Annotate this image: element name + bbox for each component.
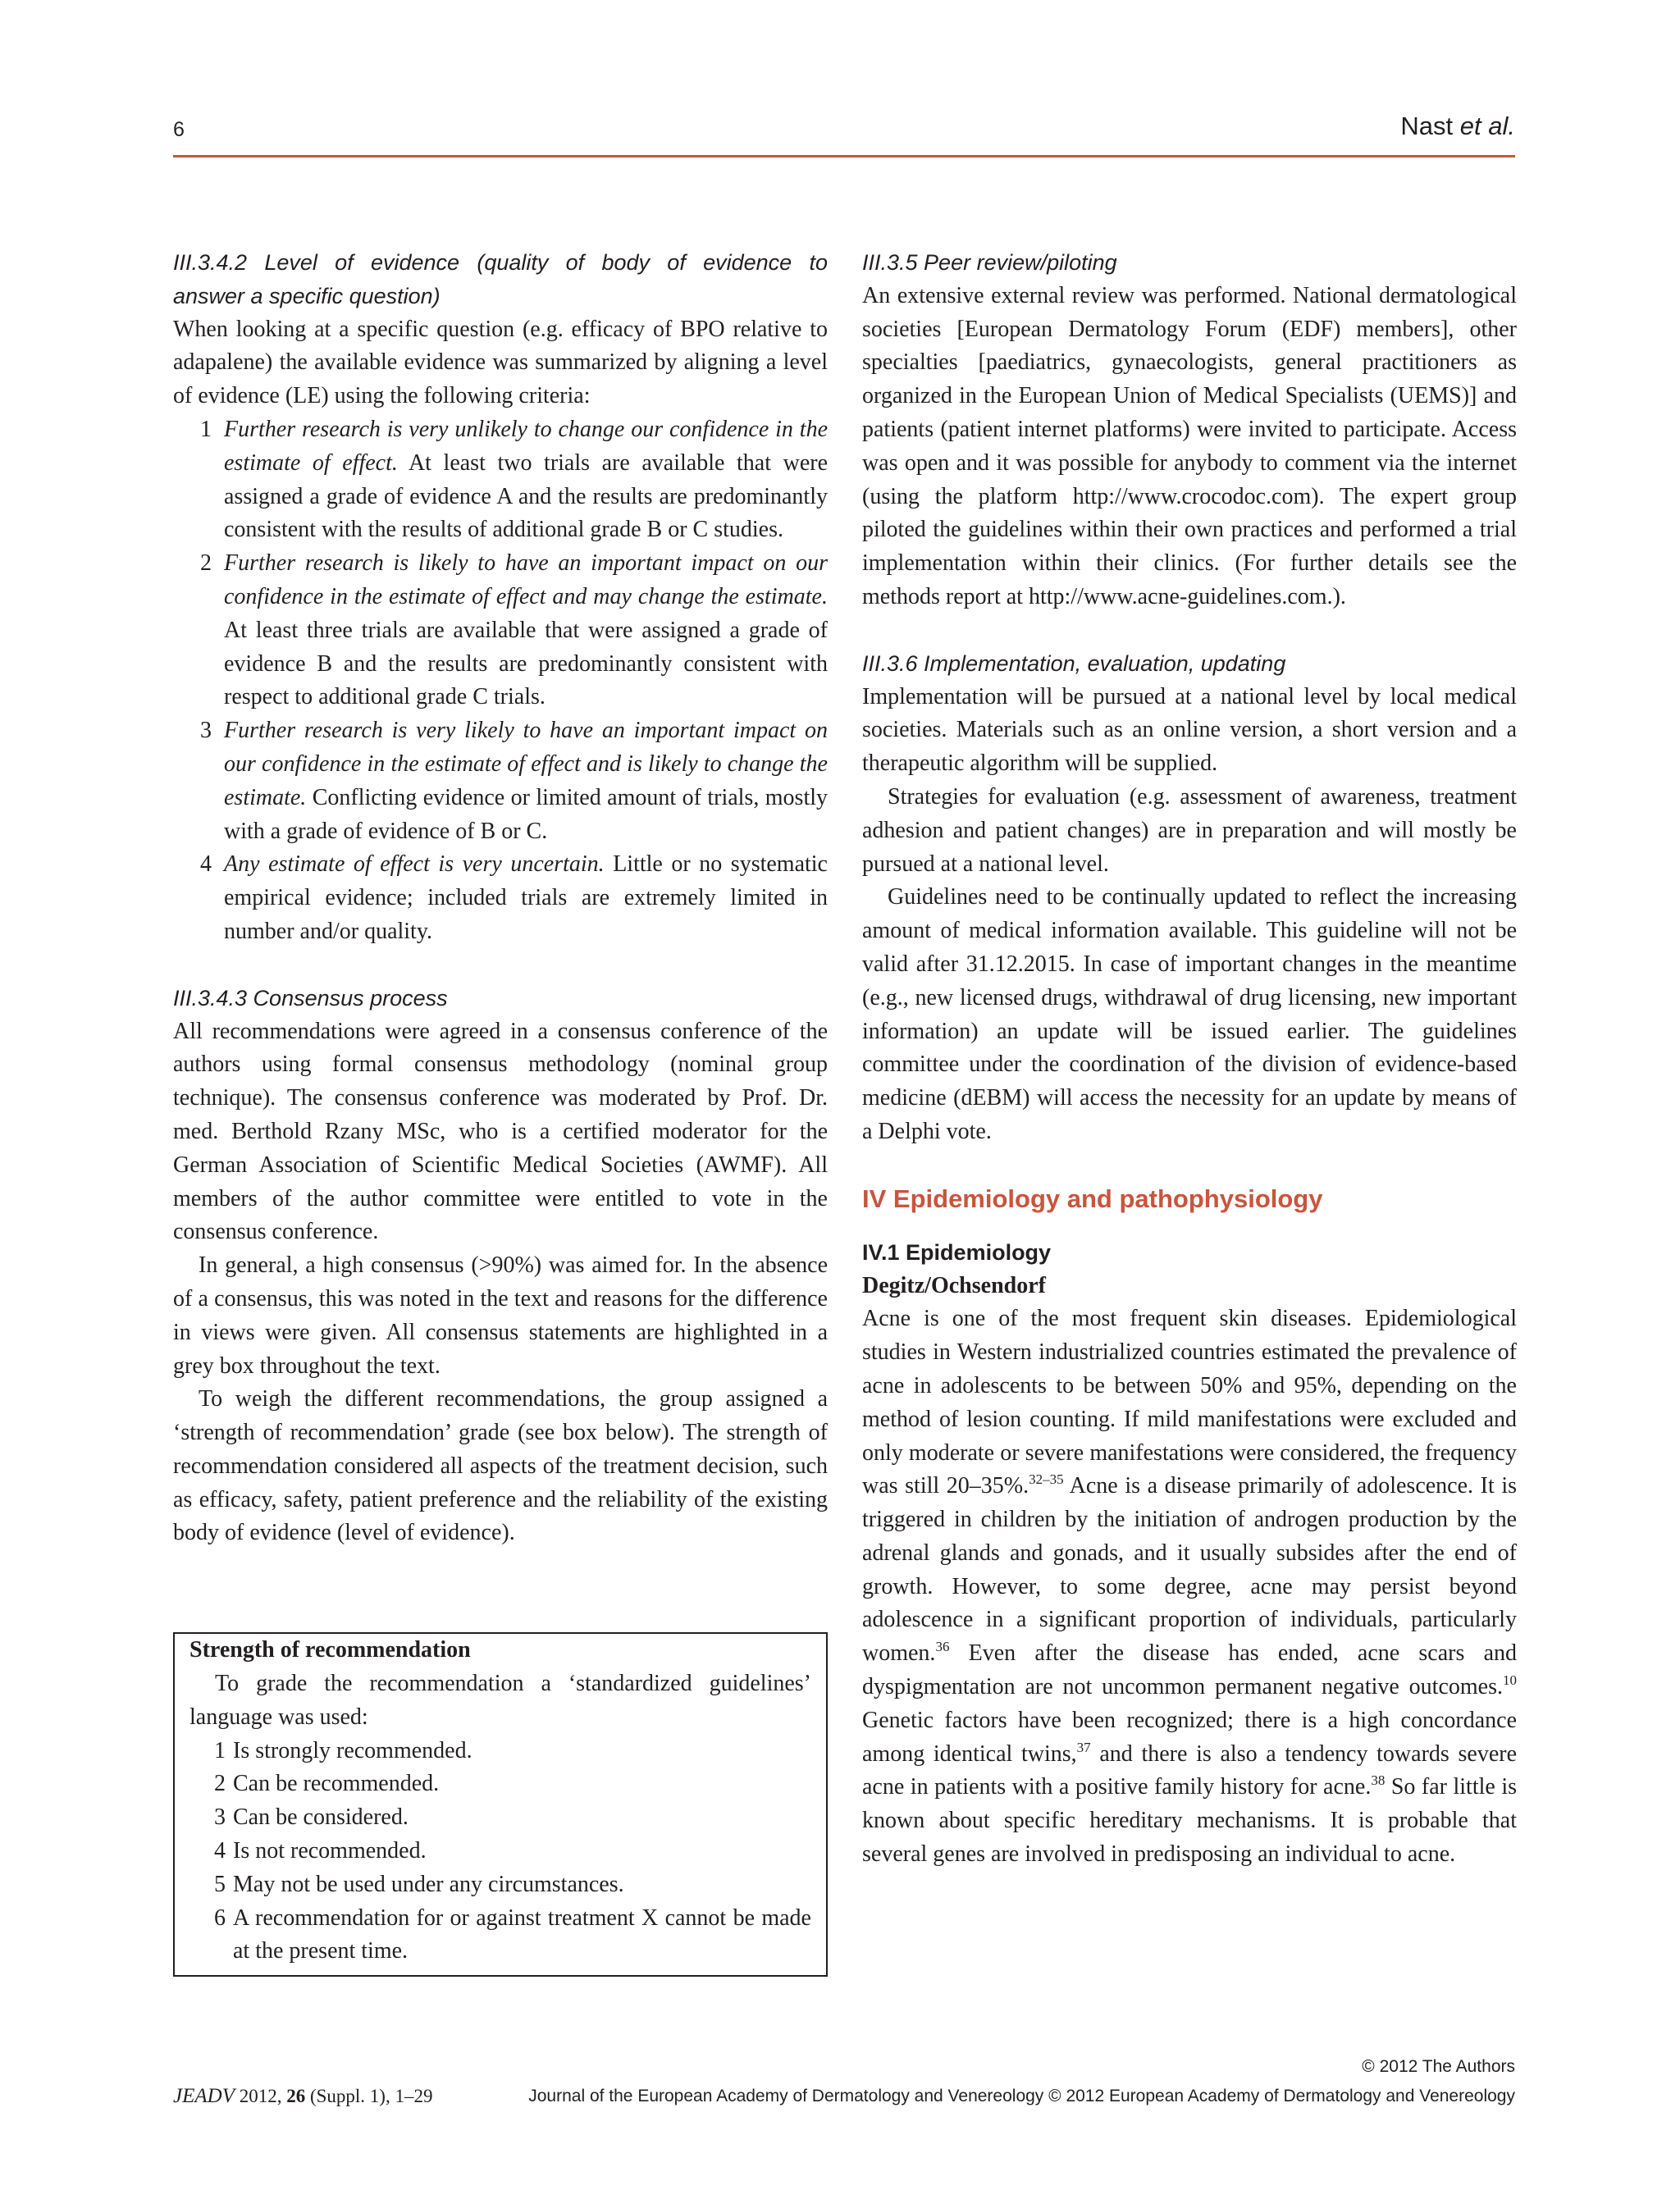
- epi-text: Even after the disease has ended, acne scars and dyspigmentation are not uncommon permanent negative outcomes.: [862, 1640, 1517, 1700]
- criteria-number: 3: [200, 718, 212, 744]
- implementation-heading: III.3.6 Implementation, evaluation, updating: [862, 650, 1286, 676]
- evidence-criteria-list: [173, 413, 828, 949]
- reference-marker: 37: [1076, 1739, 1091, 1755]
- right-column: [862, 246, 1517, 1872]
- peer-review-heading: III.3.5 Peer review/piloting: [862, 250, 1117, 275]
- grade-text: Can be recommended.: [233, 1771, 440, 1797]
- running-head: [173, 112, 1515, 157]
- grade-item: [189, 1768, 811, 1801]
- grade-item: [189, 1902, 811, 1969]
- journal-abbreviation: JEADV: [173, 2085, 235, 2107]
- grade-number: 6: [214, 1905, 226, 1931]
- reference-marker: 32–35: [1029, 1471, 1064, 1488]
- reference-marker: 36: [935, 1639, 950, 1655]
- page-number: 6: [173, 118, 185, 141]
- level-heading-line-1: III.3.4.2 Level of evidence (quality of body of evidence to: [173, 250, 828, 275]
- criteria-item: [173, 848, 828, 948]
- box-intro: To grade the recommendation a ‘standardized guidelines’ language was used:: [189, 1671, 811, 1730]
- epi-text: So far little is known about specific hereditary mechanisms. It is probable that several genes are involved in predisposing an individual to acne.: [862, 1774, 1517, 1868]
- criteria-item: [173, 547, 828, 714]
- et-al: et al.: [1459, 112, 1515, 140]
- author-name: Nast: [1400, 112, 1460, 140]
- footer-citation-line: [173, 2085, 1515, 2108]
- running-head-authors: [1400, 112, 1515, 141]
- criteria-italic: Further research is very unlikely to change our confidence in the estimate of effect.: [224, 416, 828, 476]
- grade-text: May not be used under any circumstances.: [233, 1871, 624, 1897]
- grade-text: A recommendation for or against treatment X cannot be made at the present time.: [233, 1905, 811, 1964]
- grade-item: [189, 1801, 811, 1835]
- criteria-number: 4: [200, 851, 212, 878]
- box-title: Strength of recommendation: [189, 1637, 471, 1663]
- consensus-paragraph: All recommendations were agreed in a consensus conference of the authors using formal consensus methodology (nominal group technique). The consensus conference was moderated by Prof. Dr. med. Berthold Rzany MSc, who is a certified moderator for the German Association of Scientific Medical Societies (AWMF). All members of the author committee were entitled to vote in the consensus conference.: [173, 1018, 828, 1245]
- header-rule: [173, 155, 1515, 157]
- grade-item: [189, 1835, 811, 1868]
- criteria-italic: Any estimate of effect is very uncertain.: [224, 851, 605, 878]
- level-of-evidence-heading: [173, 246, 828, 313]
- criteria-number: 2: [200, 550, 212, 577]
- grade-number: 5: [214, 1871, 226, 1897]
- criteria-item: [173, 714, 828, 848]
- criteria-italic: Further research is very likely to have an important impact on our confidence in the estimate of effect and is likely to change the estimate.: [224, 718, 828, 810]
- epi-text: Acne is a disease primarily of adolescence. It is triggered in children by the initiation of androgen production by the adrenal glands and gonads, and it usually subsides after the end of growth. However, to some degree, acne may persist beyond adolescence in a significant proportion of individuals, particularly women.: [862, 1473, 1518, 1667]
- citation-year: 2012,: [234, 2086, 287, 2106]
- citation-volume: 26: [286, 2086, 306, 2106]
- criteria-number: 1: [200, 416, 212, 442]
- journal-citation: [173, 2086, 432, 2106]
- reference-marker: 10: [1503, 1672, 1517, 1689]
- grade-text: Is not recommended.: [233, 1838, 427, 1864]
- criteria-item: [173, 413, 828, 547]
- page-footer: [173, 2057, 1515, 2114]
- grade-item: [189, 1735, 811, 1768]
- criteria-text: Little or no systematic empirical evidence; included trials are extremely limited in number and/or quality.: [224, 851, 828, 944]
- criteria-text: Conflicting evidence or limited amount of trials, mostly with a grade of evidence of B or C.: [224, 784, 828, 844]
- epidemiology-paragraph: [862, 1302, 1517, 1872]
- implementation-paragraph: Implementation will be pursued at a national level by local medical societies. Materials such as an online version, a short version and a therapeutic algorithm will be supplied.: [862, 683, 1517, 777]
- consensus-paragraph: To weigh the different recommendations, the group assigned a ‘strength of recommendation’ grade (see box below). The strength of recommendation considered all aspects of the treatment decision, such as efficacy, safety, patient preference and the reliability of the existing body of evidence (level of evidence).: [173, 1386, 828, 1546]
- left-column: [173, 246, 828, 1977]
- criteria-italic: Further research is likely to have an important impact on our confidence in the estimate of effect and may change the estimate.: [224, 550, 828, 609]
- epi-text: Acne is one of the most frequent skin diseases. Epidemiological studies in Western industrialized countries estimated the prevalence of acne in adolescents to be between 50% and 95%, depending on the method of lesion counting. If mild manifestations were excluded and only moderate or severe manifestations were considered, the frequency was still 20–35%.: [862, 1306, 1517, 1499]
- grade-text: Is strongly recommended.: [233, 1737, 472, 1763]
- section-heading-epidemiology: IV Epidemiology and pathophysiology: [862, 1184, 1323, 1213]
- criteria-text: At least two trials are available that were assigned a grade of evidence A and the results are predominantly consistent with the results of additional grade B or C studies.: [224, 449, 828, 543]
- grade-number: 4: [214, 1838, 226, 1864]
- strength-of-recommendation-box: [173, 1632, 828, 1977]
- grade-number: 3: [214, 1804, 226, 1831]
- level-heading-line-2: answer a specific question): [173, 283, 441, 308]
- implementation-paragraph: Strategies for evaluation (e.g. assessment of awareness, treatment adhesion and patient changes) are in preparation and will mostly be pursued at a national level.: [862, 783, 1517, 877]
- peer-review-paragraph: An extensive external review was performed. National dermatological societies [European Dermatology Forum (EDF) members], other specialties [paediatrics, gynaecologists, general practitioners as organized in the European Union of Medical Specialists (UEMS)] and patients (patient internet platforms) were invited to participate. Access was open and it was possible for anybody to comment via the internet (using the platform http://www.crocodoc.com). The expert group piloted the guidelines within their own practices and performed a trial implementation within their clinics. (For further details see the methods report at http://www.acne-guidelines.com.).: [862, 282, 1517, 609]
- epi-text: Genetic factors have been recognized; there is a high concordance among identical twins,: [862, 1707, 1517, 1767]
- reference-marker: 38: [1371, 1772, 1386, 1789]
- criteria-text: At least three trials are available that were assigned a grade of evidence B and the results are predominantly consistent with respect to additional grade C trials.: [224, 617, 828, 710]
- grade-item: [189, 1868, 811, 1902]
- citation-pages: (Suppl. 1), 1–29: [305, 2086, 433, 2106]
- implementation-paragraph: Guidelines need to be continually updated to reflect the increasing amount of medical information available. This guideline will not be valid after 31.12.2015. In case of important changes in the meantime (e.g., new licensed drugs, withdrawal of drug licensing, new important information) an update will be issued earlier. The guidelines committee under the coordination of the division of evidence-based medicine (dEBM) will access the necessity for an update by means of a Delphi vote.: [862, 884, 1517, 1144]
- consensus-heading: III.3.4.3 Consensus process: [173, 985, 448, 1010]
- grade-number: 2: [214, 1771, 226, 1797]
- copyright-notice: © 2012 The Authors: [1362, 2057, 1515, 2076]
- level-of-evidence-intro: When looking at a specific question (e.g. efficacy of BPO relative to adapalene) the available evidence was summarized by aligning a level of evidence (LE) using the following criteria:: [173, 316, 828, 409]
- section-authors: Degitz/Ochsendorf: [862, 1272, 1046, 1298]
- grade-number: 1: [214, 1737, 226, 1763]
- grade-text: Can be considered.: [233, 1804, 409, 1831]
- epi-text: and there is also a tendency towards severe acne in patients with a positive family history for acne.: [862, 1740, 1517, 1800]
- epidemiology-subheading: IV.1 Epidemiology: [862, 1239, 1052, 1265]
- recommendation-grade-list: [189, 1735, 811, 1969]
- journal-full-name: Journal of the European Academy of Dermatology and Venereology © 2012 European Academy of Dermatology and Venereology: [528, 2087, 1515, 2105]
- consensus-paragraph: In general, a high consensus (>90%) was aimed for. In the absence of a consensus, this was noted in the text and reasons for the difference in views were given. All consensus statements are highlighted in a grey box throughout the text.: [173, 1252, 828, 1379]
